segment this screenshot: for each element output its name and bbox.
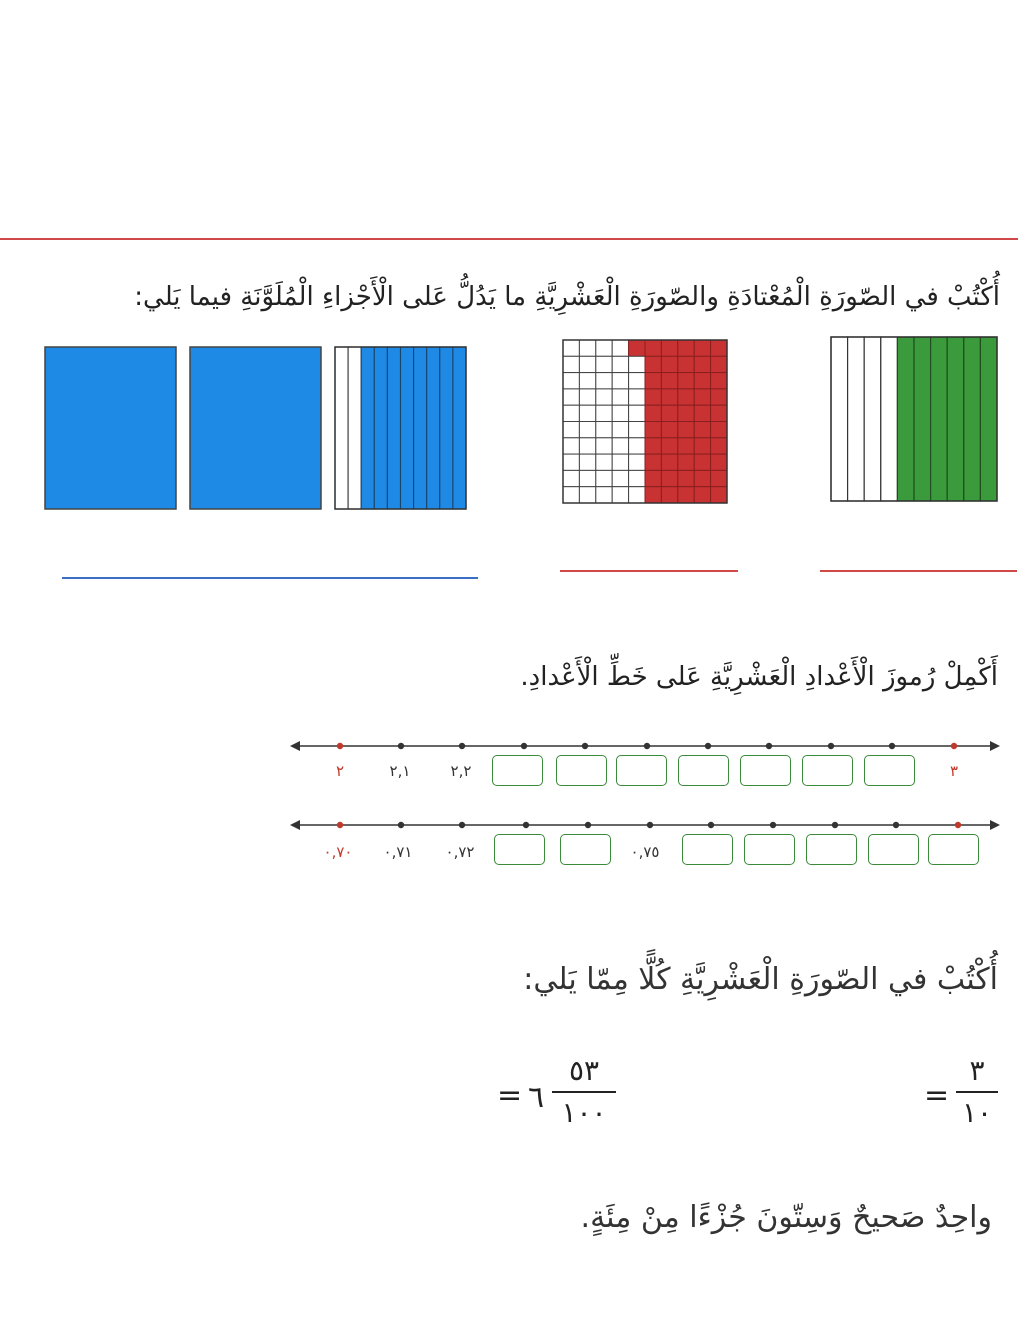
hundredth-cell	[645, 422, 661, 438]
hundredth-cell	[645, 487, 661, 503]
hundredth-cell	[678, 405, 694, 421]
tenths-figure-green	[830, 336, 998, 502]
hundredth-cell	[563, 373, 579, 389]
hundredth-cell	[678, 340, 694, 356]
number-line-tick	[647, 822, 653, 828]
line2-answer-box[interactable]	[868, 834, 919, 865]
hundredth-cell	[694, 470, 710, 486]
tenth-strip	[831, 337, 848, 501]
number-line-tick	[828, 743, 834, 749]
line2-middle-label: ٠,٧٥	[630, 843, 660, 861]
hundredth-cell	[645, 340, 661, 356]
section3-instruction: أُكْتُبْ في الصّورَةِ الْعَشْرِيَّةِ كُلًّا مِمّا يَلي:	[523, 962, 998, 997]
number-line-tick	[398, 743, 404, 749]
fraction1-numerator: ٣	[969, 1054, 985, 1087]
tenth-strip	[414, 347, 427, 509]
number-line-tick	[582, 743, 588, 749]
tenth-strip	[453, 347, 466, 509]
hundredth-cell	[711, 487, 727, 503]
hundredth-cell	[579, 389, 595, 405]
line1-label-1: ٢,١	[389, 762, 411, 780]
hundredth-cell	[645, 356, 661, 372]
tenth-strip	[931, 337, 948, 501]
line1-answer-box[interactable]	[864, 755, 915, 786]
number-line-tick	[523, 822, 529, 828]
hundredth-cell	[579, 454, 595, 470]
tenth-strip	[864, 337, 881, 501]
line2-answer-box[interactable]	[682, 834, 733, 865]
fraction2-whole: ٦	[528, 1080, 545, 1115]
hundredth-cell	[678, 454, 694, 470]
hundredth-cell	[645, 373, 661, 389]
hundredth-cell	[678, 487, 694, 503]
hundredth-cell	[563, 487, 579, 503]
number-line-tick	[459, 822, 465, 828]
number-line-tick	[832, 822, 838, 828]
number-line-tick	[770, 822, 776, 828]
section2-instruction: أَكْمِلْ رُموزَ الْأَعْدادِ الْعَشْرِيَّةِ عَلى خَطِّ الْأَعْدادِ.	[520, 662, 998, 692]
tenth-strip	[374, 347, 387, 509]
hundredth-cell	[563, 389, 579, 405]
hundredth-cell	[661, 470, 677, 486]
line1-answer-box[interactable]	[678, 755, 729, 786]
hundredth-cell	[629, 470, 645, 486]
line2-answer-box[interactable]	[560, 834, 611, 865]
hundredth-cell	[596, 389, 612, 405]
answer-line-3[interactable]	[62, 577, 478, 579]
hundredth-cell	[612, 487, 628, 503]
hundredth-cell	[678, 356, 694, 372]
hundredth-cell	[629, 356, 645, 372]
line1-start-label: ٢	[335, 762, 345, 780]
hundredth-cell	[678, 373, 694, 389]
tenth-strip	[947, 337, 964, 501]
hundredth-cell	[711, 422, 727, 438]
tenth-strip	[440, 347, 453, 509]
hundredth-cell	[678, 389, 694, 405]
tenth-strip	[914, 337, 931, 501]
number-line-tick	[521, 743, 527, 749]
hundredth-cell	[612, 454, 628, 470]
hundredth-cell	[711, 356, 727, 372]
hundredth-cell	[579, 340, 595, 356]
hundredth-cell	[612, 356, 628, 372]
hundredth-cell	[645, 438, 661, 454]
hundredth-cell	[563, 454, 579, 470]
fraction2-bar	[552, 1091, 616, 1093]
hundredth-cell	[563, 405, 579, 421]
hundredth-cell	[596, 470, 612, 486]
hundredth-cell	[612, 373, 628, 389]
tenth-strip	[897, 337, 914, 501]
hundredth-cell	[579, 405, 595, 421]
number-line-tick	[955, 822, 961, 828]
number-line-tick	[585, 822, 591, 828]
line1-answer-box[interactable]	[556, 755, 607, 786]
hundredth-cell	[612, 422, 628, 438]
hundredth-cell	[694, 373, 710, 389]
hundredth-cell	[661, 389, 677, 405]
fraction-3-over-10	[956, 1054, 998, 1130]
section1-instruction: أُكْتُبْ في الصّورَةِ الْمُعْتادَةِ والصّورَةِ الْعَشْرِيَّةِ ما يَدُلُّ عَلى الْأَجْزاءِ الْمُلَوَّنَةِ فيما يَلي:	[134, 282, 1000, 312]
line1-answer-box[interactable]	[492, 755, 543, 786]
fraction1-equals: =	[924, 1078, 950, 1113]
hundredth-cell	[645, 470, 661, 486]
hundredth-cell	[579, 470, 595, 486]
hundredth-cell	[661, 454, 677, 470]
number-line-tick	[459, 743, 465, 749]
hundredth-cell	[563, 438, 579, 454]
number-line-tick	[766, 743, 772, 749]
whole-square-blue-1	[44, 346, 177, 510]
hundredth-cell	[711, 340, 727, 356]
line1-answer-box[interactable]	[740, 755, 791, 786]
number-line-2	[290, 817, 1002, 833]
hundredth-cell	[579, 438, 595, 454]
hundredth-cell	[694, 438, 710, 454]
tenth-strip	[848, 337, 865, 501]
hundredth-cell	[629, 389, 645, 405]
hundredth-cell	[596, 487, 612, 503]
hundredth-cell	[596, 340, 612, 356]
tenth-strip	[361, 347, 374, 509]
hundredth-cell	[579, 422, 595, 438]
number-line-1	[290, 738, 1002, 754]
hundredth-cell	[612, 389, 628, 405]
fraction2-equals: =	[497, 1078, 523, 1113]
hundredth-cell	[661, 487, 677, 503]
hundredth-cell	[596, 373, 612, 389]
hundredth-cell	[596, 438, 612, 454]
fraction2-denominator: ١٠٠	[561, 1096, 607, 1129]
hundredth-cell	[694, 389, 710, 405]
hundredth-cell	[579, 356, 595, 372]
hundredth-cell	[694, 454, 710, 470]
tenth-strip	[964, 337, 981, 501]
hundredth-cell	[711, 405, 727, 421]
tenths-figure-blue	[334, 346, 467, 510]
number-line-tick	[893, 822, 899, 828]
hundredth-cell	[629, 373, 645, 389]
hundredth-cell	[563, 340, 579, 356]
hundredth-cell	[678, 438, 694, 454]
line1-answer-box[interactable]	[802, 755, 853, 786]
tenth-strip	[335, 347, 348, 509]
hundredth-cell	[596, 405, 612, 421]
line2-answer-box[interactable]	[744, 834, 795, 865]
hundredth-cell	[661, 438, 677, 454]
hundredth-cell	[596, 422, 612, 438]
number-line-tick	[398, 822, 404, 828]
fraction1-bar	[956, 1091, 998, 1093]
hundredth-cell	[645, 389, 661, 405]
hundredth-cell	[645, 454, 661, 470]
line2-start-label: ٠,٧٠	[323, 843, 353, 861]
number-line-tick	[337, 743, 343, 749]
fraction1-denominator: ١٠	[961, 1096, 993, 1129]
hundredth-cell	[645, 405, 661, 421]
header-divider	[0, 238, 1018, 240]
hundredth-cell	[661, 422, 677, 438]
whole-square-blue-2	[189, 346, 322, 510]
hundredth-cell	[678, 470, 694, 486]
hundredth-cell	[612, 470, 628, 486]
hundredth-cell	[629, 438, 645, 454]
line1-end-label: ٣	[949, 762, 959, 780]
hundredth-cell	[579, 487, 595, 503]
fraction-53-over-100	[552, 1054, 616, 1130]
hundredth-cell	[629, 422, 645, 438]
hundredth-cell	[579, 373, 595, 389]
hundredth-cell	[694, 356, 710, 372]
tenth-strip	[881, 337, 898, 501]
hundredth-cell	[612, 405, 628, 421]
hundredth-cell	[694, 487, 710, 503]
hundredth-cell	[629, 340, 645, 356]
line2-answer-box[interactable]	[928, 834, 979, 865]
answer-line-2[interactable]	[560, 570, 738, 572]
hundredth-cell	[694, 405, 710, 421]
number-line-tick	[708, 822, 714, 828]
fraction2-numerator: ٥٣	[568, 1054, 600, 1087]
word-number: واحِدٌ صَحيحٌ وَسِتّونَ جُزْءًا مِنْ مِئَةٍ.	[580, 1200, 992, 1235]
hundredth-cell	[596, 454, 612, 470]
hundredth-cell	[661, 356, 677, 372]
hundredth-cell	[711, 389, 727, 405]
hundredth-cell	[563, 356, 579, 372]
hundredth-cell	[563, 470, 579, 486]
hundredth-cell	[563, 422, 579, 438]
hundredth-cell	[612, 340, 628, 356]
hundredth-cell	[661, 340, 677, 356]
line1-answer-box[interactable]	[616, 755, 667, 786]
hundredth-cell	[711, 454, 727, 470]
hundredth-cell	[711, 373, 727, 389]
number-line-tick	[705, 743, 711, 749]
hundredth-cell	[711, 438, 727, 454]
hundredth-cell	[694, 340, 710, 356]
hundredth-cell	[629, 487, 645, 503]
hundredth-cell	[678, 422, 694, 438]
tenth-strip	[980, 337, 997, 501]
line2-label-1: ٠,٧١	[383, 843, 413, 861]
hundredth-cell	[694, 422, 710, 438]
number-line-tick	[644, 743, 650, 749]
line1-label-2: ٢,٢	[450, 762, 472, 780]
hundredth-cell	[629, 405, 645, 421]
line2-answer-box[interactable]	[806, 834, 857, 865]
tenth-strip	[387, 347, 400, 509]
number-line-tick	[889, 743, 895, 749]
tenth-strip	[348, 347, 361, 509]
hundredth-cell	[661, 405, 677, 421]
hundredth-cell	[612, 438, 628, 454]
answer-line-1[interactable]	[820, 570, 1017, 572]
number-line-tick	[337, 822, 343, 828]
tenth-strip	[401, 347, 414, 509]
hundredth-cell	[629, 454, 645, 470]
number-line-tick	[951, 743, 957, 749]
line2-label-2: ٠,٧٢	[445, 843, 475, 861]
hundredth-cell	[596, 356, 612, 372]
line2-answer-box[interactable]	[494, 834, 545, 865]
hundredths-figure-red	[562, 339, 728, 504]
hundredth-cell	[711, 470, 727, 486]
tenth-strip	[427, 347, 440, 509]
hundredth-cell	[661, 373, 677, 389]
